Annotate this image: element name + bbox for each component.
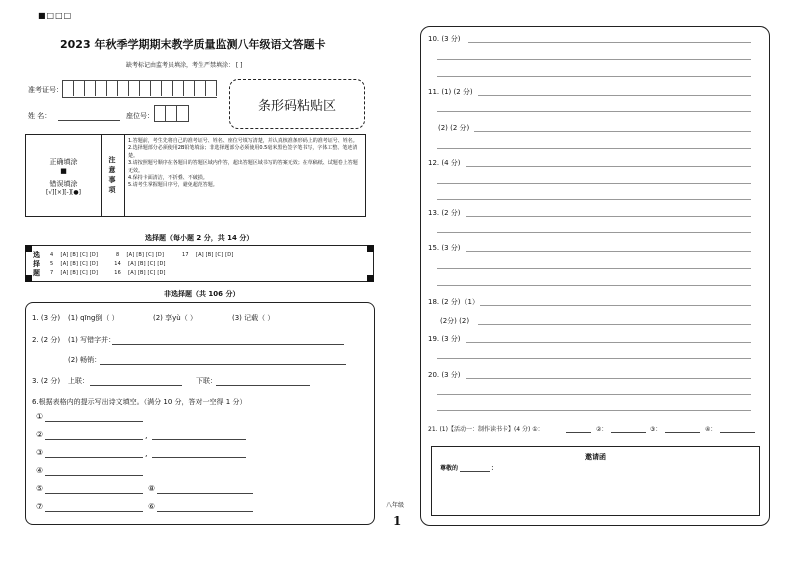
q18-heading: 18. (2 分)（1） (428, 298, 479, 306)
choice-section-title: 选择题（每小题 2 分，共 14 分） (145, 234, 254, 242)
header-marks: ■□□□ (38, 11, 73, 20)
note-item: 4.保持卡面清洁，不折叠、不破损。 (128, 175, 208, 182)
grade-label: 八年级 (386, 502, 405, 509)
q10-heading: 10. (3 分) (428, 35, 461, 43)
answer-line[interactable] (437, 358, 751, 359)
answer-line[interactable] (437, 76, 751, 77)
barcode-area (229, 79, 365, 129)
q2-heading: 2. (2 分) (32, 336, 61, 344)
q13-heading: 13. (2 分) (428, 209, 461, 217)
instructions-box (25, 134, 366, 217)
q11-part-2: (2) (2 分) (438, 124, 470, 132)
q3-upper-label: 上联： (68, 377, 89, 385)
choice-side-label: 择 (33, 260, 40, 268)
wrong-fill-mark: [√][×][-][●] (46, 189, 81, 196)
choice-row[interactable]: 7 [A] [B] [C] [D] 16 [A] [B] [C] [D] (50, 270, 166, 276)
answer-line[interactable] (720, 432, 755, 433)
answer-line[interactable] (478, 95, 751, 96)
q18-part-2: (2分) (2) (440, 317, 470, 325)
q6-blank-number: ④ (36, 466, 44, 475)
q6-blank-number: ② (36, 430, 44, 439)
note-item: 3.请按照题号顺序在各题目的答题区域内作答，超出答题区域书写的答案无效；在草稿纸、试题卷上答题无效。 (128, 160, 358, 174)
q6-blank-line[interactable] (157, 493, 253, 494)
seat-number-boxes[interactable] (154, 105, 189, 122)
answer-line[interactable] (437, 410, 751, 411)
answer-line[interactable] (466, 251, 751, 252)
q6-blank-line[interactable] (45, 511, 143, 512)
q6-blank-number: ⑦ (36, 502, 44, 511)
absent-notice: 缺考标记由监考员填涂，考生严禁填涂： [ ] (126, 62, 243, 69)
q1-part-1[interactable]: (1) qīng倒（ ） (68, 314, 119, 322)
q21-heading: 21. (1)【活动一：制作读书卡】(4 分) ①： (428, 426, 544, 433)
answer-line[interactable] (437, 232, 751, 233)
q1-part-2[interactable]: (2) 享yù（ ） (153, 314, 197, 322)
barcode-label: 条形码粘贴区 (257, 98, 336, 114)
invitation-name-line[interactable] (460, 471, 490, 472)
name-label: 姓 名： (28, 112, 52, 120)
q6-blank-line[interactable] (45, 475, 143, 476)
correct-fill-mark: ■ (60, 167, 67, 175)
q6-blank-line[interactable] (152, 457, 246, 458)
q20-heading: 20. (3 分) (428, 371, 461, 379)
answer-line[interactable] (466, 378, 751, 379)
q6-blank-line[interactable] (45, 457, 143, 458)
q2-part-2-label: (2) 畅销： (68, 356, 102, 364)
q6-heading: 6.根据表格内的提示写出诗文填空。（满分 10 分，答对一空得 1 分） (32, 398, 247, 406)
q15-heading: 15. (3 分) (428, 244, 461, 252)
invitation-salutation: 尊敬的 (440, 465, 459, 472)
q6-blank-line[interactable] (45, 439, 143, 440)
exam-number-boxes[interactable] (62, 80, 217, 98)
q19-heading: 19. (3 分) (428, 335, 461, 343)
q12-heading: 12. (4 分) (428, 159, 461, 167)
answer-line[interactable] (437, 199, 751, 200)
q6-blank-line[interactable] (152, 439, 246, 440)
q6-blank-line[interactable] (45, 493, 143, 494)
page-title: 2023 年秋季学期期末教学质量监测八年级语文答题卡 (60, 38, 326, 51)
note-item: 5.请考生掌握题目序号，避免超范答题。 (128, 182, 218, 189)
answer-line[interactable] (478, 324, 751, 325)
q3-lower-label: 下联： (196, 377, 217, 385)
q2-part-2-line[interactable] (100, 364, 346, 365)
invitation-title: 邀请函 (585, 453, 606, 461)
q6-blank-number: ⑤ (36, 484, 44, 493)
answer-line[interactable] (437, 59, 751, 60)
page-number: 1 (393, 514, 402, 528)
answer-line[interactable] (437, 285, 751, 286)
name-field[interactable] (58, 120, 120, 121)
q6-blank-number: ③ (36, 448, 44, 457)
seat-label: 座位号： (126, 112, 154, 120)
q1-heading: 1. (3 分) (32, 314, 61, 322)
choice-side-label: 选 (33, 251, 40, 259)
correct-fill-label: 正确填涂 (49, 158, 78, 166)
q3-heading: 3. (2 分) (32, 377, 61, 385)
answer-line[interactable] (480, 305, 751, 306)
answer-line[interactable] (437, 148, 751, 149)
answer-line[interactable] (665, 432, 700, 433)
q21-blank-2: ②： (596, 426, 608, 433)
invitation-box: 邀请函 尊敬的 ： (431, 446, 760, 516)
notes-list (128, 138, 362, 190)
answer-line[interactable] (474, 131, 751, 132)
q6-blank-number: ⑥ (148, 502, 156, 511)
answer-line[interactable] (437, 268, 751, 269)
q6-blank-line[interactable] (45, 421, 143, 422)
answer-line[interactable] (466, 342, 751, 343)
q21-blank-3: ③： (650, 426, 662, 433)
q6-blank-number: ① (36, 412, 44, 421)
q2-part-1-label: (1) 写错字并： (68, 336, 116, 344)
answer-line[interactable] (437, 183, 751, 184)
answer-line[interactable] (611, 432, 646, 433)
answer-line[interactable] (566, 432, 591, 433)
wrong-fill-label: 错误填涂 (49, 180, 78, 188)
answer-line[interactable] (466, 216, 751, 217)
exam-number-label: 准考证号： (28, 86, 63, 94)
answer-line[interactable] (437, 111, 751, 112)
q6-blank-number: ⑧ (148, 484, 156, 493)
choice-row[interactable]: 4 [A] [B] [C] [D] 8 [A] [B] [C] [D] 17 [A] [B] [C] [D] (50, 252, 234, 258)
q3-upper-line[interactable] (90, 385, 182, 386)
q6-blank-line[interactable] (157, 511, 253, 512)
choice-row[interactable]: 5 [A] [B] [C] [D] 14 [A] [B] [C] [D] (50, 261, 166, 267)
answer-line[interactable] (466, 166, 751, 167)
q1-part-3[interactable]: (3) 记载（ ） (232, 314, 275, 322)
note-item: 1.答题前，考生先将自己的准考证号、姓名、座位号填写清楚，并认真核准条形码上的准考证号、姓名。 (128, 138, 358, 144)
note-item: 2.选择题部分必须使用2B铅笔填涂；非选择题部分必须使用0.5毫米黑色签字笔书写，字体工整、笔迹清楚。 (128, 145, 358, 159)
choice-side-label: 题 (33, 269, 40, 277)
nonchoice-section-title: 非选择题（共 106 分） (164, 290, 240, 298)
answer-line[interactable] (437, 394, 751, 395)
q3-lower-line[interactable] (216, 385, 310, 386)
notes-heading: 注 意 事 项 (108, 156, 116, 194)
choice-answer-box (25, 245, 374, 282)
answer-line[interactable] (468, 42, 751, 43)
q21-blank-4: ④： (705, 426, 717, 433)
q11-heading: 11. (1) (2 分) (428, 88, 473, 96)
q2-part-1-line[interactable] (112, 344, 344, 345)
